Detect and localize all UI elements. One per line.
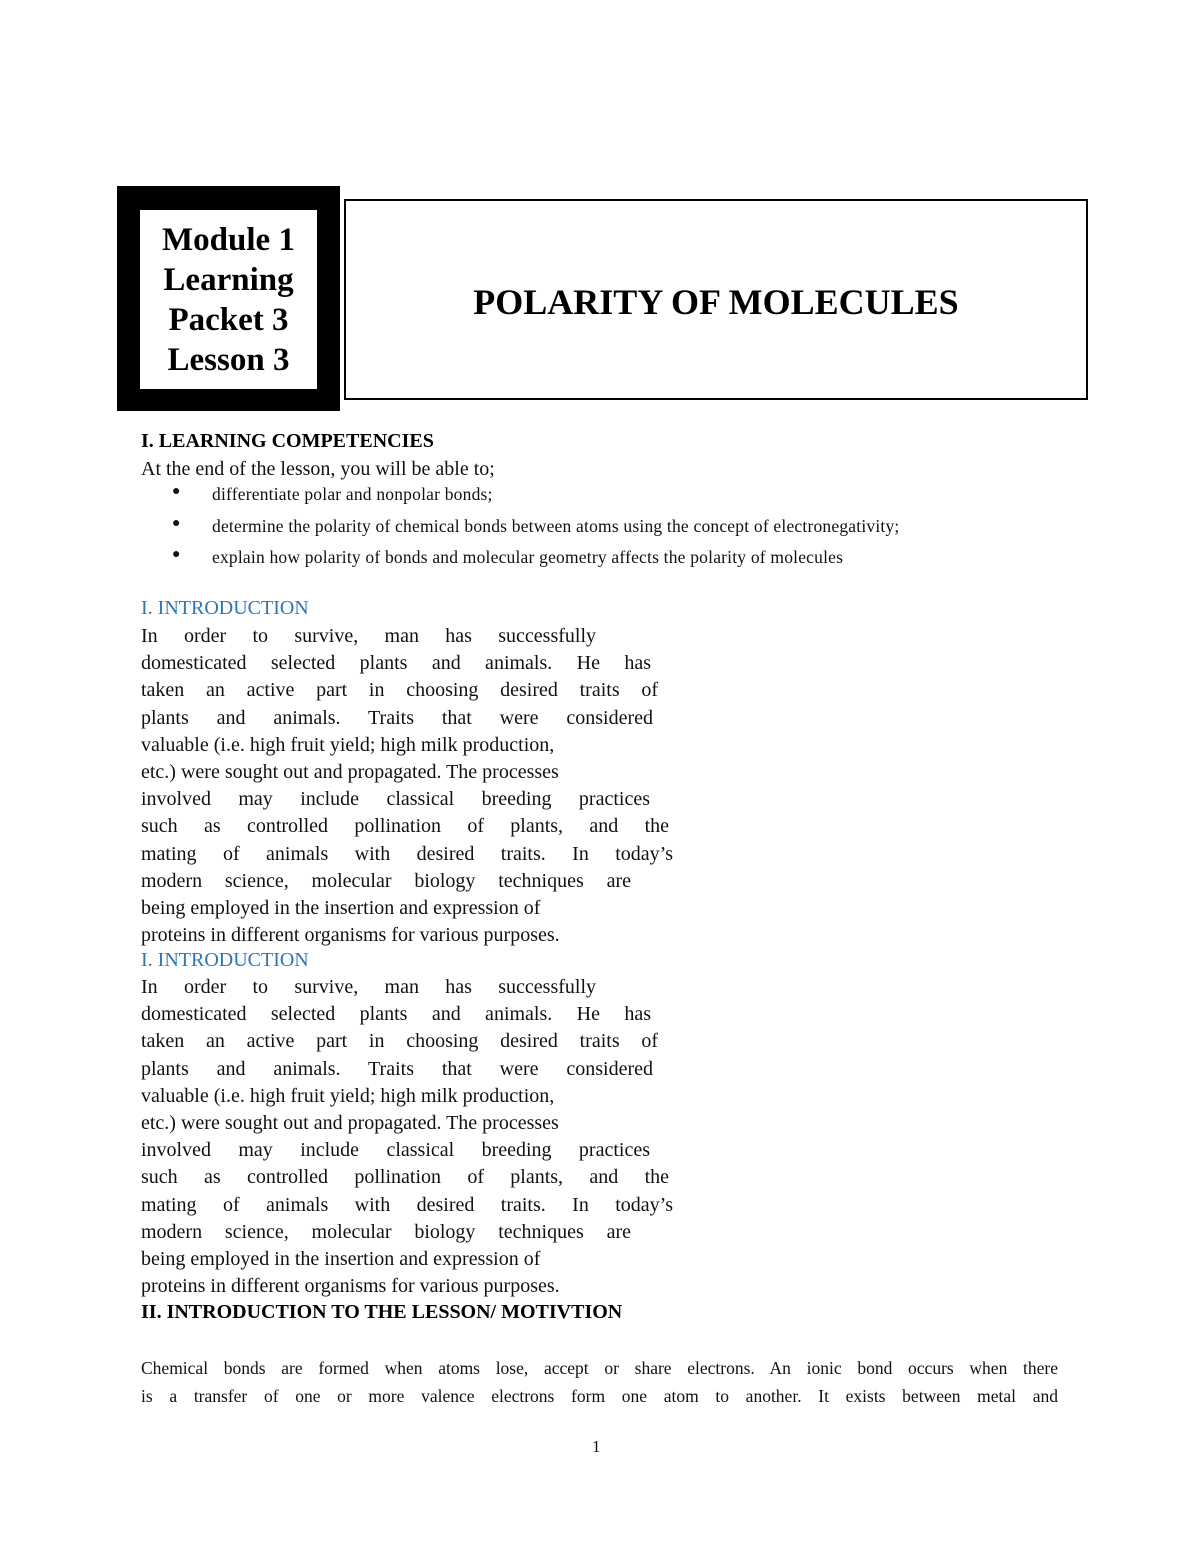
paragraph-line: valuable (i.e. high fruit yield; high milk production,: [141, 1084, 555, 1107]
paragraph-line: modern science, molecular biology techniques are: [141, 1220, 631, 1243]
paragraph-line: In order to survive, man has successfully: [141, 625, 596, 647]
page-title: POLARITY OF MOLECULES: [473, 281, 959, 322]
page-number: 1: [592, 1437, 601, 1456]
paragraph-line: plants and animals. Traits that were considered: [141, 706, 653, 729]
paragraph-line: is a transfer of one or more valence electrons form one atom to another. It exists between metal and: [141, 1386, 1058, 1406]
list-item-text: differentiate polar and nonpolar bonds;: [212, 484, 493, 504]
introduction-paragraph: [141, 974, 673, 1300]
bullet-icon: ●: [172, 484, 181, 499]
paragraph-line: Chemical bonds are formed when atoms lose, accept or share electrons. An ionic bond occurs when there: [141, 1358, 1058, 1378]
paragraph-line: valuable (i.e. high fruit yield; high milk production,: [141, 733, 555, 756]
paragraph-line: involved may include classical breeding practices: [141, 1139, 650, 1162]
paragraph-line: being employed in the insertion and expression of: [141, 1247, 541, 1270]
competencies-heading: I. LEARNING COMPETENCIES: [141, 430, 434, 452]
paragraph-line: being employed in the insertion and expression of: [141, 896, 541, 919]
list-item-text: determine the polarity of chemical bonds between atoms using the concept of electronegativity;: [212, 516, 900, 536]
bullet-icon: ●: [172, 547, 181, 562]
paragraph-line: In order to survive, man has successfully: [141, 976, 596, 998]
paragraph-line: taken an active part in choosing desired traits of: [141, 679, 658, 702]
paragraph-line: etc.) were sought out and propagated. The processes: [141, 1111, 559, 1134]
lesson-intro-heading: II. INTRODUCTION TO THE LESSON/ MOTIVTION: [141, 1301, 623, 1323]
paragraph-line: mating of animals with desired traits. In today’s: [141, 1193, 673, 1216]
introduction-heading: I. INTRODUCTION: [141, 949, 309, 971]
paragraph-line: involved may include classical breeding practices: [141, 788, 650, 811]
paragraph-line: taken an active part in choosing desired traits of: [141, 1030, 658, 1053]
list-item-text: explain how polarity of bonds and molecular geometry affects the polarity of molecules: [212, 547, 844, 567]
paragraph-line: such as controlled pollination of plants, and the: [141, 1166, 669, 1189]
introduction-paragraph: [141, 623, 673, 949]
module-line-module: Module 1: [162, 221, 295, 258]
lesson-intro-paragraph: [141, 1354, 1058, 1410]
module-label-inner: [140, 210, 317, 389]
paragraph-line: domesticated selected plants and animals. He has: [141, 652, 651, 675]
paragraph-line: such as controlled pollination of plants, and the: [141, 815, 669, 838]
module-line-packet: Packet 3: [168, 301, 289, 338]
paragraph-line: domesticated selected plants and animals. He has: [141, 1003, 651, 1026]
introduction-heading: I. INTRODUCTION: [141, 597, 309, 619]
module-line-lesson: Lesson 3: [167, 341, 290, 378]
competencies-intro: At the end of the lesson, you will be able to;: [141, 458, 495, 480]
bullet-icon: ●: [172, 516, 181, 531]
paragraph-line: modern science, molecular biology techniques are: [141, 869, 631, 892]
module-line-learning: Learning: [163, 261, 294, 298]
paragraph-line: plants and animals. Traits that were considered: [141, 1057, 653, 1080]
paragraph-line: etc.) were sought out and propagated. The processes: [141, 760, 559, 783]
title-box: [344, 199, 1088, 400]
paragraph-line: proteins in different organisms for various purposes.: [141, 1275, 560, 1298]
module-label-box: [117, 186, 340, 411]
paragraph-line: proteins in different organisms for various purposes.: [141, 924, 560, 947]
paragraph-line: mating of animals with desired traits. In today’s: [141, 842, 673, 865]
